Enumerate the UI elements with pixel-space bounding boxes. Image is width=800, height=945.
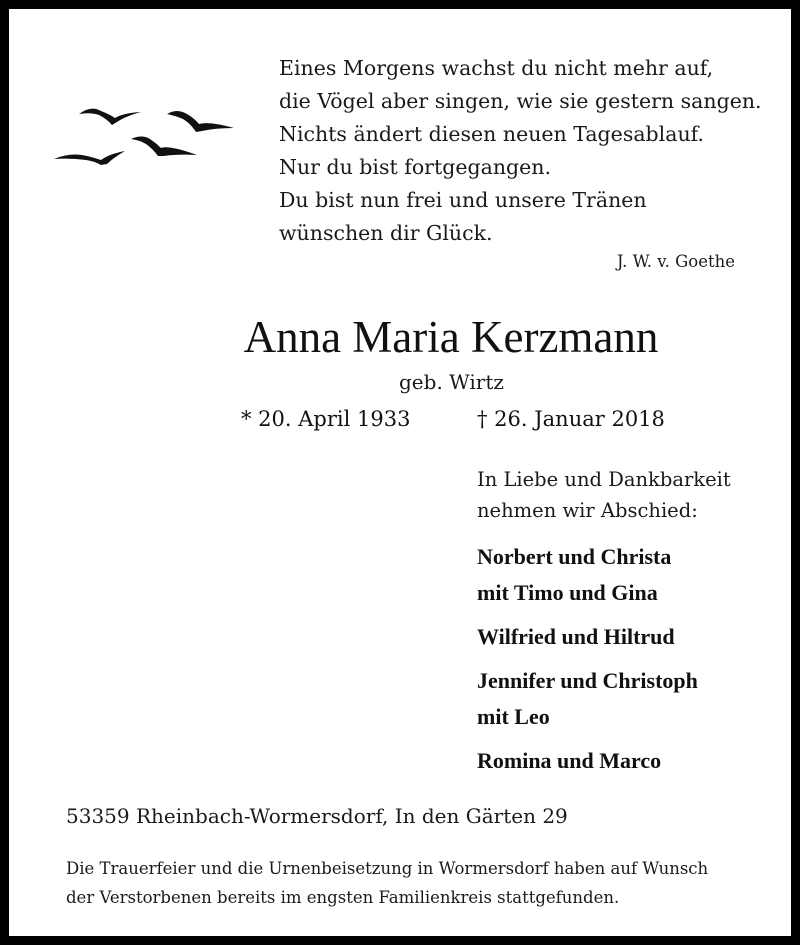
poem-line: Nichts ändert diesen neuen Tagesablauf.: [279, 122, 705, 146]
deceased-name: Anna Maria Kerzmann: [243, 312, 659, 362]
mourner-line: mit Timo und Gina: [477, 580, 658, 605]
notice-line: Die Trauerfeier und die Urnenbeisetzung in Wormersdorf haben auf Wunsch: [66, 859, 709, 878]
mourner-line: mit Leo: [477, 704, 550, 729]
death-date: † 26. Januar 2018: [477, 407, 665, 431]
funeral-notice: [66, 854, 708, 912]
mourner-group: [477, 743, 698, 779]
poem-line: Eines Morgens wachst du nicht mehr auf,: [279, 56, 714, 80]
poem-line: die Vögel aber singen, wie sie gestern sangen.: [279, 89, 762, 113]
poem-line: Nur du bist fortgegangen.: [279, 155, 551, 179]
farewell-line: In Liebe und Dankbarkeit: [477, 468, 731, 491]
mourner-line: Jennifer und Christoph: [477, 668, 698, 693]
poem-line: Du bist nun frei und unsere Tränen: [279, 188, 647, 212]
mourner-group: [477, 663, 698, 735]
address: 53359 Rheinbach-Wormersdorf, In den Gärten 29: [66, 804, 568, 828]
mourner-group: [477, 619, 698, 655]
poem-line: wünschen dir Glück.: [279, 221, 493, 245]
mourner-line: Norbert und Christa: [477, 544, 672, 569]
birth-date: * 20. April 1933: [241, 407, 411, 431]
farewell-line: nehmen wir Abschied:: [477, 499, 698, 522]
flying-birds-icon: [49, 104, 244, 169]
notice-line: der Verstorbenen bereits im engsten Familienkreis stattgefunden.: [66, 888, 620, 907]
poem: [279, 52, 762, 250]
maiden-name: geb. Wirtz: [399, 370, 504, 394]
mourner-line: Wilfried und Hiltrud: [477, 624, 675, 649]
mourner-line: Romina und Marco: [477, 748, 662, 773]
poem-author: J. W. v. Goethe: [616, 252, 735, 271]
mourners-list: [477, 539, 698, 787]
farewell-text: [477, 464, 731, 526]
mourner-group: [477, 539, 698, 611]
